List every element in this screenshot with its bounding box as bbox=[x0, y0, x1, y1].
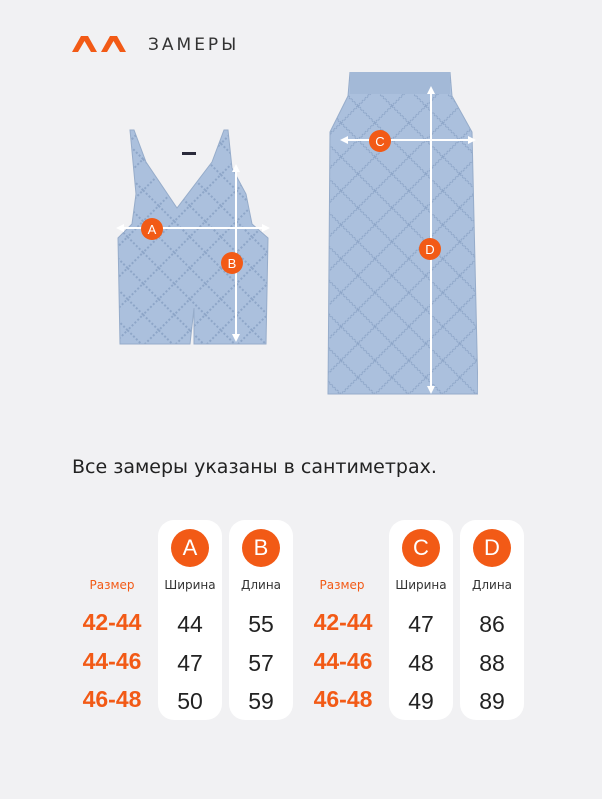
table-row-size: 46-48 bbox=[313, 686, 373, 712]
table-row-size: 42-44 bbox=[313, 609, 373, 635]
top-garment-image bbox=[112, 128, 278, 346]
table-cell: 48 bbox=[408, 650, 434, 676]
table-cell: 47 bbox=[177, 650, 203, 676]
table-row-size: 44-46 bbox=[313, 648, 373, 674]
measurement-note: Все замеры указаны в сантиметрах. bbox=[72, 456, 437, 478]
table-cell: 55 bbox=[248, 611, 274, 637]
label-c-badge: C bbox=[369, 130, 391, 152]
column-badge-a: A bbox=[171, 529, 209, 567]
brand-logo-icon bbox=[72, 36, 126, 52]
table-cell: 47 bbox=[408, 611, 434, 637]
column-badge-d: D bbox=[473, 529, 511, 567]
table-cell: 59 bbox=[248, 688, 274, 714]
table-row-size: 42-44 bbox=[82, 609, 142, 635]
table-cell: 86 bbox=[479, 611, 505, 637]
header-length-top: Длина bbox=[240, 578, 282, 592]
table-cell: 44 bbox=[177, 611, 203, 637]
skirt-garment-image bbox=[324, 72, 478, 396]
column-badge-c: C bbox=[402, 529, 440, 567]
table-cell: 88 bbox=[479, 650, 505, 676]
header-width-skirt: Ширина bbox=[395, 578, 447, 592]
table-cell: 57 bbox=[248, 650, 274, 676]
table-row-size: 44-46 bbox=[82, 648, 142, 674]
column-badge-b: B bbox=[242, 529, 280, 567]
label-d-badge: D bbox=[419, 238, 441, 260]
page-title: ЗАМЕРЫ bbox=[148, 35, 240, 55]
table-cell: 89 bbox=[479, 688, 505, 714]
header-length-skirt: Длина bbox=[471, 578, 513, 592]
table-cell: 49 bbox=[408, 688, 434, 714]
header-width-top: Ширина bbox=[164, 578, 216, 592]
size-header-skirt: Размер bbox=[319, 578, 365, 592]
label-b-badge: B bbox=[221, 252, 243, 274]
label-a-badge: A bbox=[141, 218, 163, 240]
table-row-size: 46-48 bbox=[82, 686, 142, 712]
size-header-top: Размер bbox=[89, 578, 135, 592]
table-cell: 50 bbox=[177, 688, 203, 714]
